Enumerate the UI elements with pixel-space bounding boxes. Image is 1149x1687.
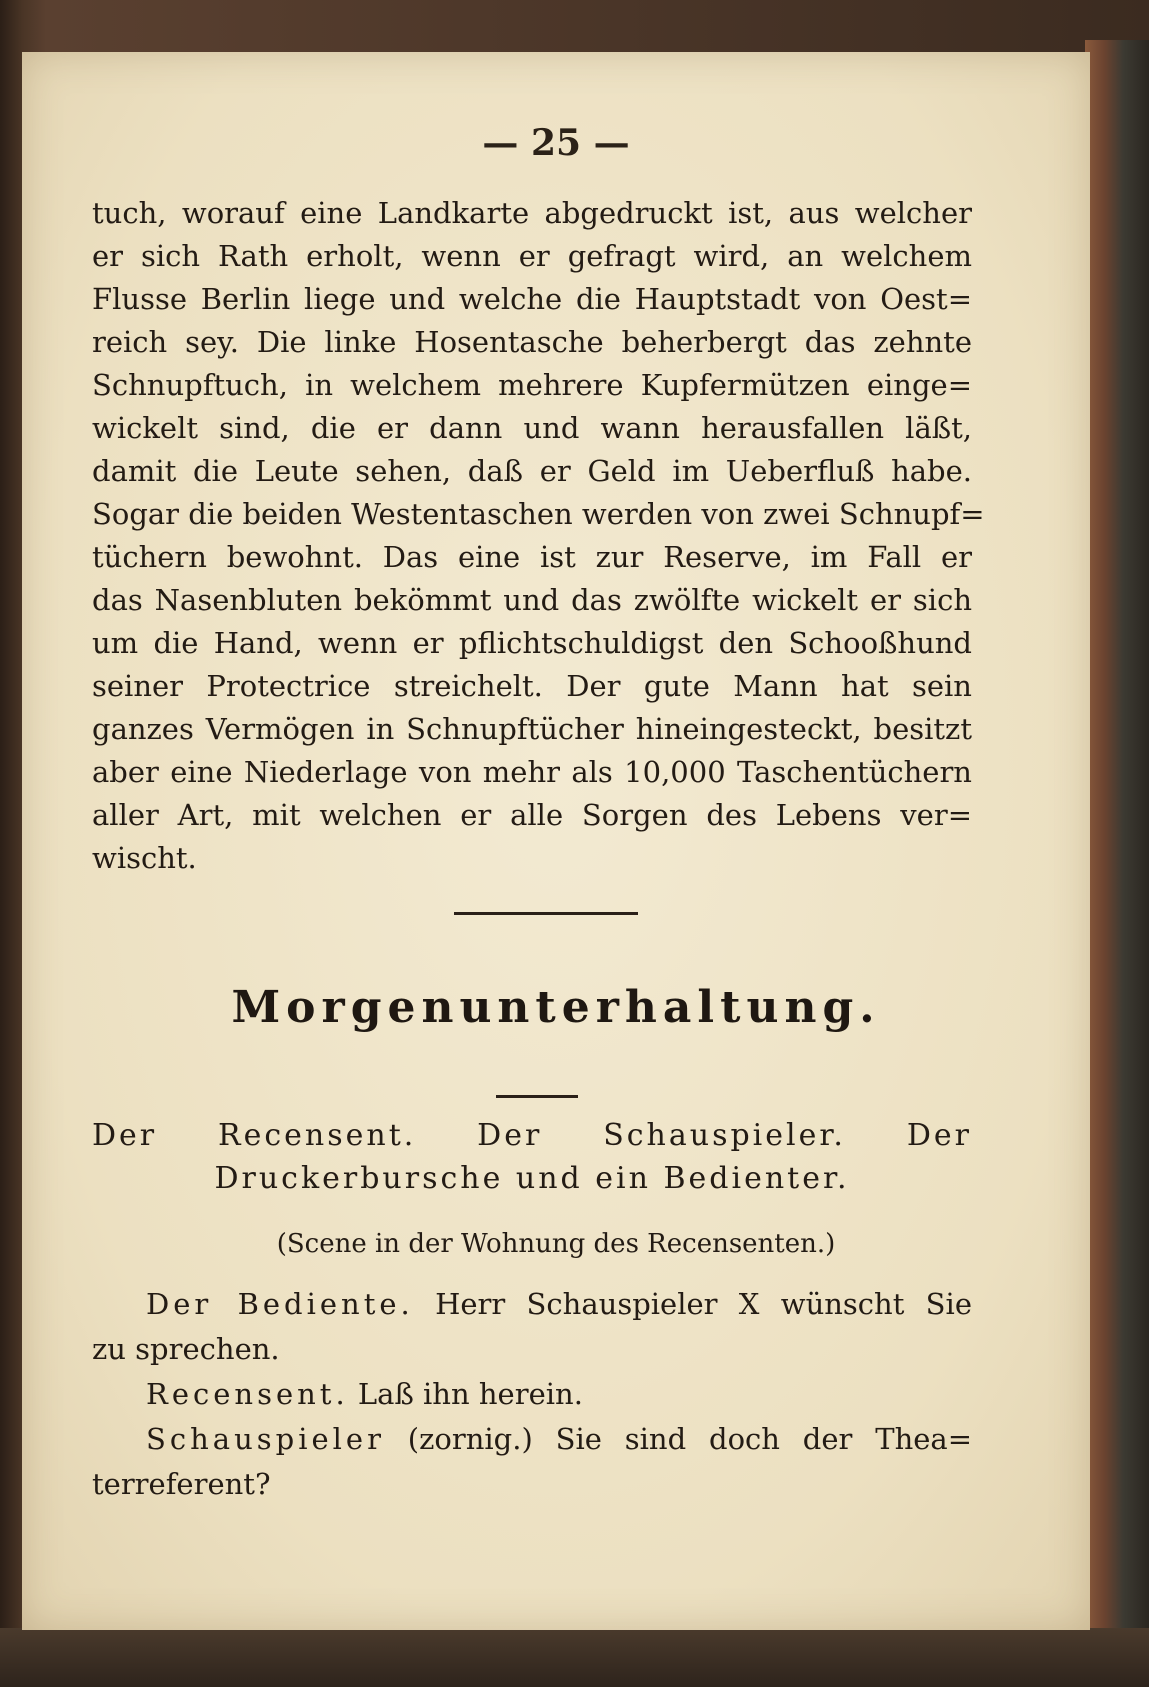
prose-line: reich sey. Die linke Hosentasche beherbergt das zehnte — [92, 325, 972, 359]
section-divider — [454, 912, 638, 915]
speech: (zornig.) Sie sind doch der Thea= — [407, 1422, 973, 1456]
section-heading: Morgenunterhaltung. — [231, 982, 881, 1033]
dialogue-line — [92, 1372, 972, 1417]
prose-line: tuch, worauf eine Landkarte abgedruckt ist, aus welcher — [92, 196, 972, 230]
prose-line: Flusse Berlin liege und welche die Hauptstadt von Oest= — [92, 282, 972, 316]
book-edge — [1085, 40, 1149, 1640]
dialogue-line — [92, 1417, 972, 1462]
prose-line: wischt. — [92, 841, 197, 875]
prose-line: Sogar die beiden Westentaschen werden von zwei Schnupf= — [92, 497, 985, 531]
prose-line: um die Hand, wenn er pflichtschuldigst den Schooßhund — [92, 626, 972, 660]
speech: Herr Schauspieler X wünscht Sie — [435, 1287, 972, 1321]
book-page — [22, 52, 1090, 1630]
speech: Laß ihn herein. — [357, 1377, 583, 1411]
page-number: — 25 — — [482, 122, 630, 164]
dialogue-line: zu sprechen. — [92, 1332, 280, 1366]
prose-line: ganzes Vermögen in Schnupftücher hineingesteckt, besitzt — [92, 712, 972, 746]
prose-line: Schnupftuch, in welchem mehrere Kupfermützen einge= — [92, 368, 972, 402]
book-bottom-edge — [0, 1628, 1149, 1687]
cast-line: Der Recensent. Der Schauspieler. Der — [92, 1118, 972, 1153]
prose-line: damit die Leute sehen, daß er Geld im Ueberfluß habe. — [92, 454, 972, 488]
cast-list — [92, 1114, 972, 1200]
prose-paragraph — [92, 192, 985, 880]
scene-direction: (Scene in der Wohnung des Recensenten.) — [276, 1229, 836, 1259]
heading-underline — [496, 1095, 578, 1098]
prose-line: das Nasenbluten bekömmt und das zwölfte wickelt er sich — [92, 583, 972, 617]
prose-line: tüchern bewohnt. Das eine ist zur Reserve, im Fall er — [92, 540, 972, 574]
prose-line: seiner Protectrice streichelt. Der gute Mann hat sein — [92, 669, 972, 703]
speaker-name: Schauspieler — [146, 1422, 385, 1456]
dialogue-line — [92, 1282, 972, 1327]
dialogue-line: terreferent? — [92, 1467, 271, 1501]
prose-line: er sich Rath erholt, wenn er gefragt wird, an welchem — [92, 239, 972, 273]
speaker-name: Recensent. — [146, 1377, 349, 1411]
prose-line: aller Art, mit welchen er alle Sorgen des Lebens ver= — [92, 798, 972, 832]
prose-line: wickelt sind, die er dann und wann herausfallen läßt, — [92, 411, 972, 445]
speaker-name: Der Bediente. — [146, 1287, 414, 1321]
dialogue — [92, 1282, 972, 1507]
cast-line: Druckerbursche und ein Bedienter. — [214, 1161, 850, 1196]
prose-line: aber eine Niederlage von mehr als 10,000 Taschentüchern — [92, 755, 972, 789]
